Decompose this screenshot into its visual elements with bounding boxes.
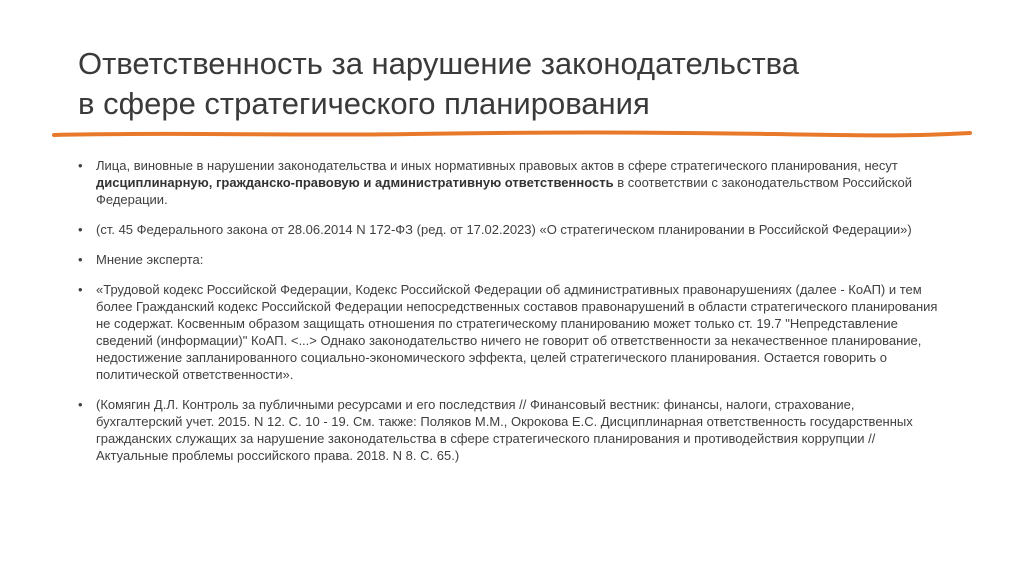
bullet-text-end: в соответствии с законодательством Российской Федерации. bbox=[96, 175, 913, 207]
bullet-text: (ст. 45 Федерального закона от 28.06.2014 N 172-ФЗ (ред. от 17.02.2023) «О стратегическом планировании в Российской Федерации») bbox=[96, 222, 912, 237]
bullet-marker: • bbox=[78, 397, 83, 412]
slide-title-line-1: Ответственность за нарушение законодательства bbox=[78, 46, 800, 81]
bullet-marker: • bbox=[78, 282, 83, 297]
slide-title bbox=[78, 44, 958, 124]
bullet-text: (Комягин Д.Л. Контроль за публичными ресурсами и его последствия // Финансовый вестник: финансы, налоги, страхование, бухгалтерский учет. 2015. N 12. С. 10 - 19. См. также: Поляков М.М., Окрокова Е.С. Дисциплинарная ответственность государственных гражданских служащих за нарушение законодательства в сфере стратегического планирования и противодействия коррупции // Актуальные проблемы российского права. 2018. N 8. С. 65.) bbox=[96, 397, 913, 463]
bullet-text-start: Лица, виновные в нарушении законодательства и иных нормативных правовых актов в сфере стратегического планирования, несут bbox=[96, 158, 898, 173]
list-item bbox=[78, 157, 938, 208]
list-item bbox=[78, 251, 938, 268]
bullet-text: Мнение эксперта: bbox=[96, 252, 204, 267]
list-item bbox=[78, 281, 938, 383]
list-item bbox=[78, 396, 938, 464]
bullet-marker: • bbox=[78, 252, 83, 267]
bullet-list bbox=[78, 157, 938, 464]
bullet-marker: • bbox=[78, 222, 83, 237]
bullet-text: «Трудовой кодекс Российской Федерации, Кодекс Российской Федерации об административных правонарушениях (далее - КоАП) и тем более Гражданский кодекс Российской Федерации непосредственных составов правонарушений в области стратегического планирования не содержат. Косвенным образом защищать отношения по стратегическому планированию может только ст. 19.7 "Непредставление сведений (информации)" КоАП. <...> Однако законодательство ничего не говорит об ответственности за некачественное планирование, недостижение запланированного социально-экономического эффекта, целей стратегического планирования. Остается говорить о политической ответственности». bbox=[96, 282, 938, 382]
bullet-marker: • bbox=[78, 158, 83, 173]
bullet-text-bold: дисциплинарную, гражданско-правовую и административную ответственность bbox=[96, 175, 614, 190]
list-item bbox=[78, 221, 938, 238]
title-underline bbox=[52, 128, 972, 140]
slide-title-line-2: в сфере стратегического планирования bbox=[78, 86, 650, 121]
slide-content bbox=[78, 157, 938, 477]
